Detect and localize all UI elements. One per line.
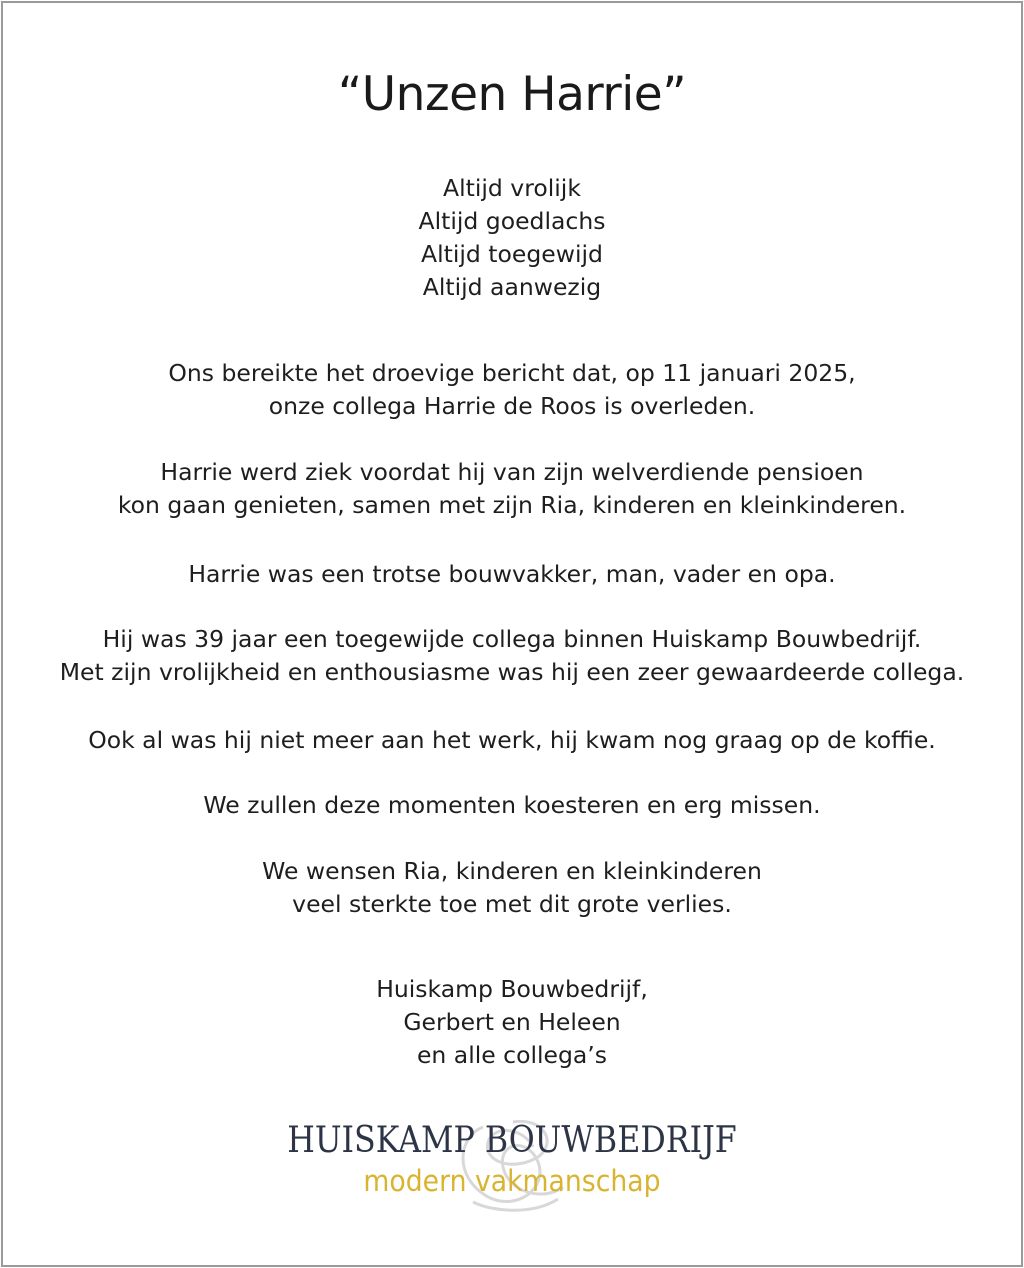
motto-line: Altijd toegewijd	[421, 240, 603, 268]
paragraph-illness	[3, 456, 1021, 522]
company-logo	[3, 1107, 1021, 1217]
paragraph-line: Hij was 39 jaar een toegewijde collega binnen Huiskamp Bouwbedrijf.	[102, 625, 922, 653]
paragraph-line: Harrie was een trotse bouwvakker, man, vader en opa.	[188, 560, 836, 588]
paragraph-coffee	[3, 724, 1021, 757]
signature-line: Gerbert en Heleen	[403, 1008, 621, 1036]
motto-line: Altijd aanwezig	[422, 273, 602, 301]
paragraph-memories	[3, 789, 1021, 822]
paragraph-line: Ook al was hij niet meer aan het werk, hij kwam nog graag op de koffie.	[88, 726, 936, 754]
logo-company-name: HUISKAMP BOUWBEDRIJF	[287, 1120, 737, 1161]
signature-line: en alle collega’s	[416, 1041, 608, 1069]
motto-line: Altijd goedlachs	[418, 207, 606, 235]
motto	[3, 172, 1021, 304]
signature-line: Huiskamp Bouwbedrijf,	[376, 975, 648, 1003]
logo-tagline: modern vakmanschap	[363, 1164, 661, 1198]
paragraph-line: onze collega Harrie de Roos is overleden.	[268, 392, 756, 420]
motto-line: Altijd vrolijk	[443, 174, 581, 202]
paragraph-pride	[3, 558, 1021, 591]
paragraph-line: Harrie werd ziek voordat hij van zijn welverdiende pensioen	[160, 458, 864, 486]
paragraph-line: We zullen deze momenten koesteren en erg missen.	[203, 791, 821, 819]
paragraph-announcement	[3, 357, 1021, 423]
paragraph-line: veel sterkte toe met dit grote verlies.	[292, 890, 732, 918]
signature	[3, 973, 1021, 1072]
notice-frame	[1, 1, 1023, 1267]
paragraph-condolences	[3, 855, 1021, 921]
paragraph-line: Met zijn vrolijkheid en enthousiasme was hij een zeer gewaardeerde collega.	[59, 658, 965, 686]
paragraph-line: kon gaan genieten, samen met zijn Ria, kinderen en kleinkinderen.	[117, 491, 907, 519]
paragraph-line: Ons bereikte het droevige bericht dat, op 11 januari 2025,	[168, 359, 856, 387]
notice-title: “Unzen Harrie”	[337, 67, 687, 122]
paragraph-career	[3, 623, 1021, 689]
paragraph-line: We wensen Ria, kinderen en kleinkinderen	[262, 857, 762, 885]
